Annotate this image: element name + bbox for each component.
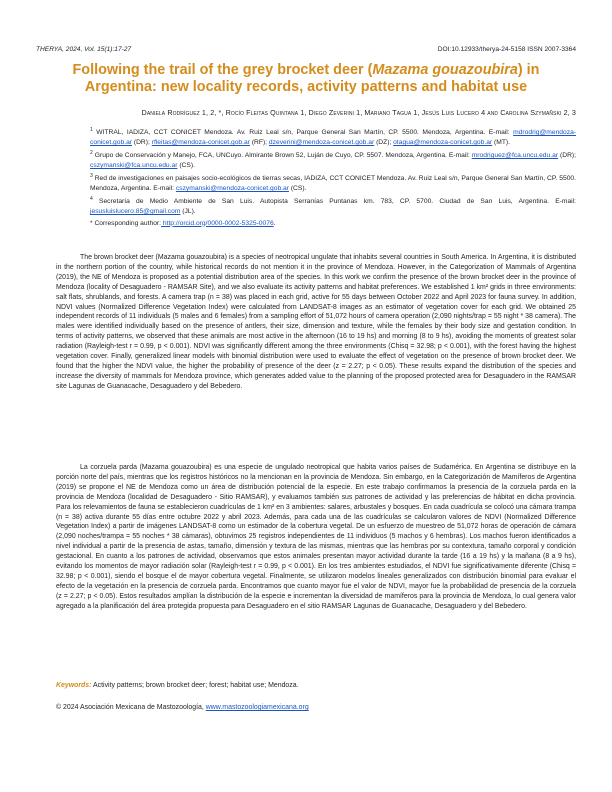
affiliation-number: 4 [90,196,93,203]
email-initials: (CS). [179,162,195,170]
title-species: Mazama gouazoubira [372,62,518,78]
email-initials: (RF); [251,138,268,146]
copyright-notice [56,704,576,711]
affiliation-text: Red de investigaciones en paisajes socio-ecológicos de tierras secas, IADIZA, CCT CONICET Mendoza. Av. Ruiz Leal s/n, Parque General San Martín, CP. 5500. Mendoza, Argentina. E-mail: [90,175,576,193]
corresponding-end: . [273,219,276,227]
email-initials: (DR); [560,152,577,160]
affiliation-number: 1 [90,127,93,133]
email-link[interactable]: dzeverini@mendoza-conicet.gob.ar [268,138,375,146]
email-link[interactable]: otagua@mendoza-conicet.gob.ar [393,138,493,146]
email-link[interactable]: cszymanski@fca.uncu.edu.ar [90,162,178,170]
author-list: Daniela Rodríguez 1, 2, *, Rocío Fleitas Quintana 1, Diego Zeverini 1, Mariano Tagua 1, Jesús Luis Lucero 4 and Carolina Szymañski 2, 3 [141,108,576,117]
email-initials: (DR); [133,138,150,146]
keywords [56,682,576,689]
corresponding-author [90,219,576,229]
title-part-2: ) in Argentina: new locality records, activity patterns and habitat use [84,62,540,95]
keywords-label: Keywords: [56,682,92,689]
affiliation-3 [90,172,576,194]
affiliation-4 [90,195,576,217]
email-link[interactable]: jesusluislucero.85@gmail.com [90,208,181,216]
society-website-link[interactable]: www.mastozoologiamexicana.org [205,704,309,711]
doi-issn: DOI:10.12933/therya-24-5158 ISSN 2007-3364 [437,46,576,53]
title-part-1: Following the trail of the grey brocket deer ( [72,62,373,78]
orcid-link[interactable]: http://orcid.org/0000-0002-5325-0076 [161,219,274,227]
running-header [36,46,576,58]
affiliations [90,126,576,230]
email-link[interactable]: cszymanski@mendoza-conicet.gob.ar [175,185,289,193]
email-link[interactable]: mrodriguez@fca.uncu.edu.ar [471,152,559,160]
affiliation-text: Grupo de Conservación y Manejo, FCA, UNCuyo. Almirante Brown 52, Luján de Cuyo, CP. 5507. Mendoza, Argentina. E-mail: [94,152,470,160]
affiliation-1 [90,126,576,148]
email-link[interactable]: mdrodrig@mendoza-conicet.gob.ar [90,129,577,146]
email-initials: (JL). [182,208,196,216]
abstract-english: The brown brocket deer (Mazama gouazoubira) is a species of neotropical ungulate that inhabits several countries in South America. In Argentina, it is distributed in the northern portion of the country, while historical records do not mention it in the province of Mendoza. However, in the Categorization of Mammals of Argentina (2019), the NE of Mendoza is proposed as a potential distribution area of the species. In this work we confirm the presence of the brown brocket deer in the province of Mendoza (locality of Desaguadero - RAMSAR Site), and we also evaluate its activity patterns and habitat preferences. We established 1 km² grids in three environments: salt flats, shrublands, and forests. A camera trap (n = 38) was placed in each grid, active for 55 days between October 2022 and April 2023 for fauna survey. In addition, NDVI values (Normalized Difference Vegetation Index) were calculated from LANDSAT-8 images as an estimator of vegetation cover for each grid. We obtained 25 independent records of 11 individuals (5 males and 6 females) from a sampling effort of 51,072 hours of camera operation (2,090 nights/trap = 55 night * 38 camera). The males were identified individually based on the presence of antlers, their size, dimension and texture, while the females by their body size and gestation condition. In terms of activity patterns, we observed that these animals are most active in the afternoon (16 to 19 hs) and morning (8 to 9 hs), avoiding the moments of greatest solar radiation (Rayleigh-test r = 0.99, p < 0.001). NDVI was significantly different among the three environments (Chisq = 32.98; p < 0.001), with the forest having the highest vegetation cover. Finally, generalized linear models with binomial distribution were used to evaluate the effect of vegetation on the presence of brown brocket deer. We found that the higher the NDVI value, the higher the probability of presence of the deer (z = 2.27; p < 0.05). These results expand the distribution of the species and increase the diversity of mammals for Mendoza province, which generates added value to the planning of the proposed protected area for Desaguadero in the RAMSAR site Lagunas de Guanacache, Desaguadero y del Bebedero. [56,254,576,390]
email-initials: (DZ); [376,138,392,146]
affiliation-text: WITRAL, IADIZA, CCT CONICET Mendoza. Av. Ruiz Leal s/n, Parque General San Martín, CP. 5500. Mendoza, Argentina. E-mail: [96,129,510,137]
affiliation-number: 3 [90,173,93,180]
email-initials: (CS). [290,185,307,193]
affiliation-2 [90,149,576,171]
affiliation-number: 2 [90,150,93,157]
email-initials: (MT). [494,138,510,146]
journal-citation: THERYA, 2024, Vol. 15(1):17-27 [36,46,132,53]
email-link[interactable]: rfleitas@mendoza-conicet.gob.ar [151,138,250,146]
copyright-text: © 2024 Asociación Mexicana de Mastozoología, [56,704,206,711]
abstract-spanish: La corzuela parda (Mazama gouazoubira) es una especie de ungulado neotropical que habita varios países de Sudamérica. En Argentina se distribuye en la porción norte del país, mientras que los registros históricos no la mencionan en la provincia de Mendoza. Sin embargo, en la Categorización de Mamíferos de Argentina (2019) se propone el NE de Mendoza como un área de distribución potencial de la especie. En este trabajo confirmamos la presencia de la corzuela parda en la provincia de Mendoza (localidad de Desaguadero - Sitio RAMSAR), y evaluamos también sus patrones de actividad y las preferencias de hábitat en dicha provincia. Para los relevamientos de fauna se establecieron cuadrículas de 1 km² en 3 ambientes: salares, arbustales y bosques. En cada cuadrícula se colocó una cámara trampa (n = 38) activa durante 55 días entre octubre 2022 y abril 2023. Además, para cada una de las cuadrículas se calcularon valores de NDVI (Normalized Difference Vegetation Index) a partir de imágenes LANDSAT-8 como un estimador de la cobertura vegetal. De un esfuerzo de muestreo de 51,072 horas de operación de cámara (2,090 noches/trampa = 55 noches * 38 cámaras), obtuvimos 25 registros independientes de 11 individuos (5 machos y 6 hembras). Los machos fueron identificados a nivel individual a partir de la presencia de astas, tamaño, dimensión y textura de las mismas, mientras que las hembras por su contextura, tamaño corporal y condición gestacional. En cuanto a los patrones de actividad, observamos que estos animales presentan mayor actividad durante la tarde (16 a 19 hs) y la mañana (8 a 9 hs), evitando los momentos de mayor radiación solar (Rayleigh-test r = 0.99, p < 0.001). En los tres ambientes estudiados, el NDVI fue significativamente diferente (Chisq = 32.98; p < 0.001), siendo el bosque el de mayor cobertura vegetal. Finalmente, se utilizaron modelos lineales generalizados con distribución binomial para evaluar el efecto de la vegetación en la presencia de corzuela parda. Encontramos que cuanto mayor fue el valor de NDVI, mayor fue la probabilidad de presencia de la corzuela (z = 2.27; p < 0.05). Estos resultados amplían la distribución de la especie e incrementan la diversidad de mamíferos para la provincia de Mendoza, lo cual genera valor agregado a la planificación del área protegida propuesta para Desaguadero en el sitio RAMSAR Lagunas de Guanacache, Desaguadero y del Bebedero. [56,464,576,610]
corresponding-label: * Corresponding author: [90,219,162,227]
affiliation-text: Secretaría de Medio Ambiente de San Luis. Autopista Serranías Puntanas km. 783, CP. 5700. Ciudad de San Luis, Argentina. E-mail: [99,198,576,206]
keywords-text: Activity patterns; brown brocket deer; forest; habitat use; Mendoza. [91,682,299,689]
paper-title [36,62,576,96]
